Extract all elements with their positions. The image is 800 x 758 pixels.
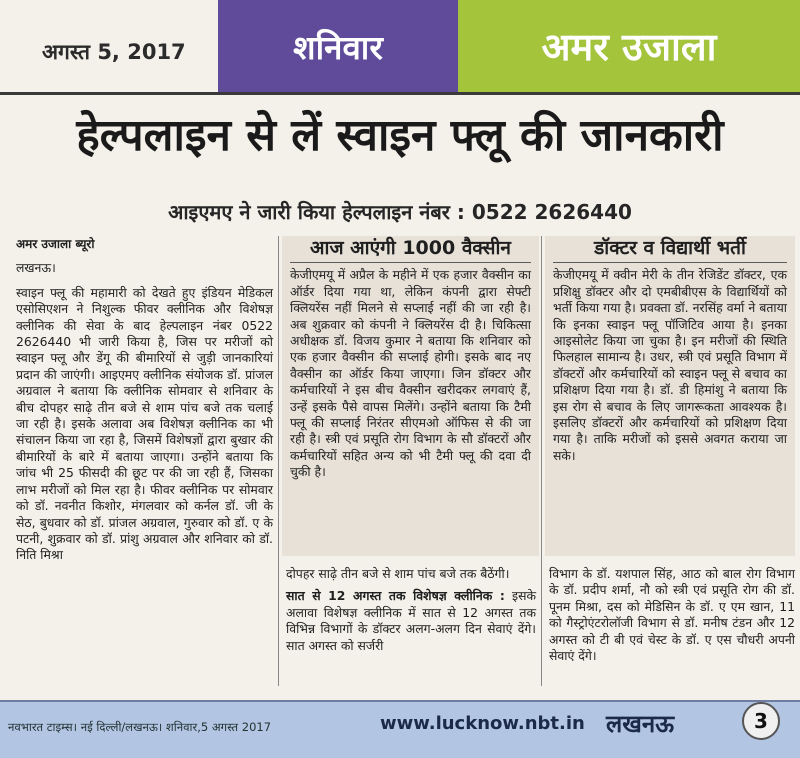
box-text: केजीएमयू में क्वीन मेरी के तीन रेजिडेंट डॉक्टर, एक प्रशिक्षु डॉक्टर और दो एमबीबीएस के विद्यार्थियों को भर्ती किया गया है। प्रवक्ता डॉ. नरसिंह वर्मा ने बताया कि इनका स्वाइन फ्लू पॉजिटिव आया है। इनका आइसोलेट किया जा चुका है। इन मरीजों की स्थिति फिलहाल सामान्य है। उधर, स्त्री एवं प्रसूति विभाग में डॉक्टरों और कर्मचारियों को स्वाइन फ्लू से बचाव का प्रशिक्षण दिया गया है। डॉ. डी हिमांशु ने बताया कि इस रोग से बचाव के लिए जागरूकता आवश्यक है। इसलिए डॉक्टरों और कर्मचारियों को प्रशिक्षण दिया गया है। ताकि मरीजों को इससे अवगत कराया जा सके। [553, 267, 787, 463]
byline: अमर उजाला ब्यूरो [16, 237, 95, 251]
sidebar-box-doctors [545, 236, 795, 556]
article-headline: हेल्पलाइन से लें स्वाइन फ्लू की जानकारी [76, 110, 724, 161]
brand-logo-text: अमर उजाला [541, 25, 717, 69]
column-divider [278, 236, 279, 686]
article-body-paragraph: दोपहर साढ़े तीन बजे से शाम पांच बजे तक बैठेंगी। [286, 566, 510, 581]
sidebar-box-vaccine [282, 236, 539, 556]
article-subhead: सात से 12 अगस्त तक विशेषज्ञ क्लीनिक : [286, 588, 505, 604]
issue-date: अगस्त 5, 2017 [42, 40, 186, 64]
day-banner [218, 0, 458, 92]
dateline: लखनऊ। [16, 260, 56, 276]
day-label: शनिवार [293, 27, 383, 67]
header-divider [0, 92, 800, 95]
box-title: आज आएंगी 1000 वैक्सीन [290, 240, 531, 263]
box-title: डॉक्टर व विद्यार्थी भर्ती [553, 240, 787, 263]
footer-city: लखनऊ [606, 710, 675, 738]
footer-url: www.lucknow.nbt.in [380, 713, 585, 734]
article-column-3 [549, 566, 795, 664]
box-text: केजीएमयू में अप्रैल के महीने में एक हजार वैक्सीन का ऑर्डर दिया गया था, लेकिन कंपनी द्वारा सेफ्टी क्लियरेंस नहीं मिलने से सप्लाई नहीं की जा रही है। अब शुक्रवार को कंपनी ने क्लियरेंस दी है। चिकित्सा अधीक्षक डॉ. विजय कुमार ने बताया कि शनिवार को एक हजार वैक्सीन की सप्लाई होगी। इसके बाद नए वैक्सीन का ऑर्डर किया जाएगा। जिन डॉक्टर और कर्मचारियों ने इस बीच वैक्सीन खरीदकर लगवाएं हैं, उन्हें इसके पैसे वापस मिलेंगे। उन्होंने बताया कि टैमी फ्लू की सप्लाई निरंतर सीएमओ ऑफिस से की जा रही है। स्त्री एवं प्रसूति रोग विभाग के सौ डॉक्टरों और कर्मचारियों सहित अन्य को भी टैमी फ्लू की दवा दी चुकी है। [290, 267, 531, 480]
footer-source: नवभारत टाइम्स। नई दिल्ली/लखनऊ। शनिवार,5 अगस्त 2017 [8, 720, 272, 734]
article-subheadline: आइएमए ने जारी किया हेल्पलाइन नंबर : 0522 2626440 [168, 200, 632, 224]
page-number-badge: 3 [742, 702, 780, 740]
article-column-2 [286, 566, 536, 660]
brand-banner [458, 0, 800, 92]
article-body-paragraph: स्वाइन फ्लू की महामारी को देखते हुए इंडियन मेडिकल एसोसिएशन ने निशुल्क फीवर क्लीनिक और विशेषज्ञ क्लीनिक की सेवा के बाद हेल्पलाइन नंबर 0522 2626440 भी जारी किया है, जिस पर मरीजों को स्वाइन फ्लू और डेंगू की बीमारियों से जुड़ी जानकारियां प्रदान की जाएंगी। आइएमए क्लीनिक संयोजक डॉ. प्रांजल अग्रवाल ने बताया कि क्लीनिक सोमवार से शनिवार के बीच दोपहर साढ़े तीन बजे से शाम पांच बजे तक चलाई जा रही है। इसके अलावा अब विशेषज्ञ क्लीनिक का भी संचालन किया जा रहा है, जिसमें विशेषज्ञों द्वारा बुखार की बीमारियों के बारे में बताया जाएगा। उन्होंने बताया कि जांच भी 25 फीसदी की छूट पर की जा रही हैं, जिसका लाभ मरीजों को मिल रहा है। फीवर क्लीनिक पर सोमवार को डॉ. नवनीत किशोर, मंगलवार को कर्नल डॉ. जी के सेठ, बुधवार को डॉ. प्रांजल अग्रवाल, गुरुवार को डॉ. ए के पटनी, शुक्रवार को डॉ. प्रांशु अग्रवाल और शनिवार को डॉ. निति मिश्रा [16, 284, 273, 563]
article-column-1 [16, 236, 273, 564]
article-body-paragraph: विभाग के डॉ. यशपाल सिंह, आठ को बाल रोग विभाग के डॉ. प्रदीप शर्मा, नौ को स्त्री एवं प्रसूति रोग की डॉ. पूनम मिश्रा, दस को मेडिसिन के डॉ. ए एम खान, 11 को गैस्ट्रोएंटरोलॉजी विभाग से डॉ. मनीष टंडन और 12 अगस्त को टी बी एवं चेस्ट के डॉ. ए एस चौधरी अपनी सेवाएं देंगे। [549, 566, 795, 664]
article-body-text: इसके अलावा विशेषज्ञ क्लीनिक में सात से 12 अगस्त तक विभिन्न विभागों के डॉक्टर अलग-अलग दिन सेवाएं देंगे। सात अगस्त को सर्जरी [286, 588, 536, 653]
column-divider [541, 236, 542, 686]
